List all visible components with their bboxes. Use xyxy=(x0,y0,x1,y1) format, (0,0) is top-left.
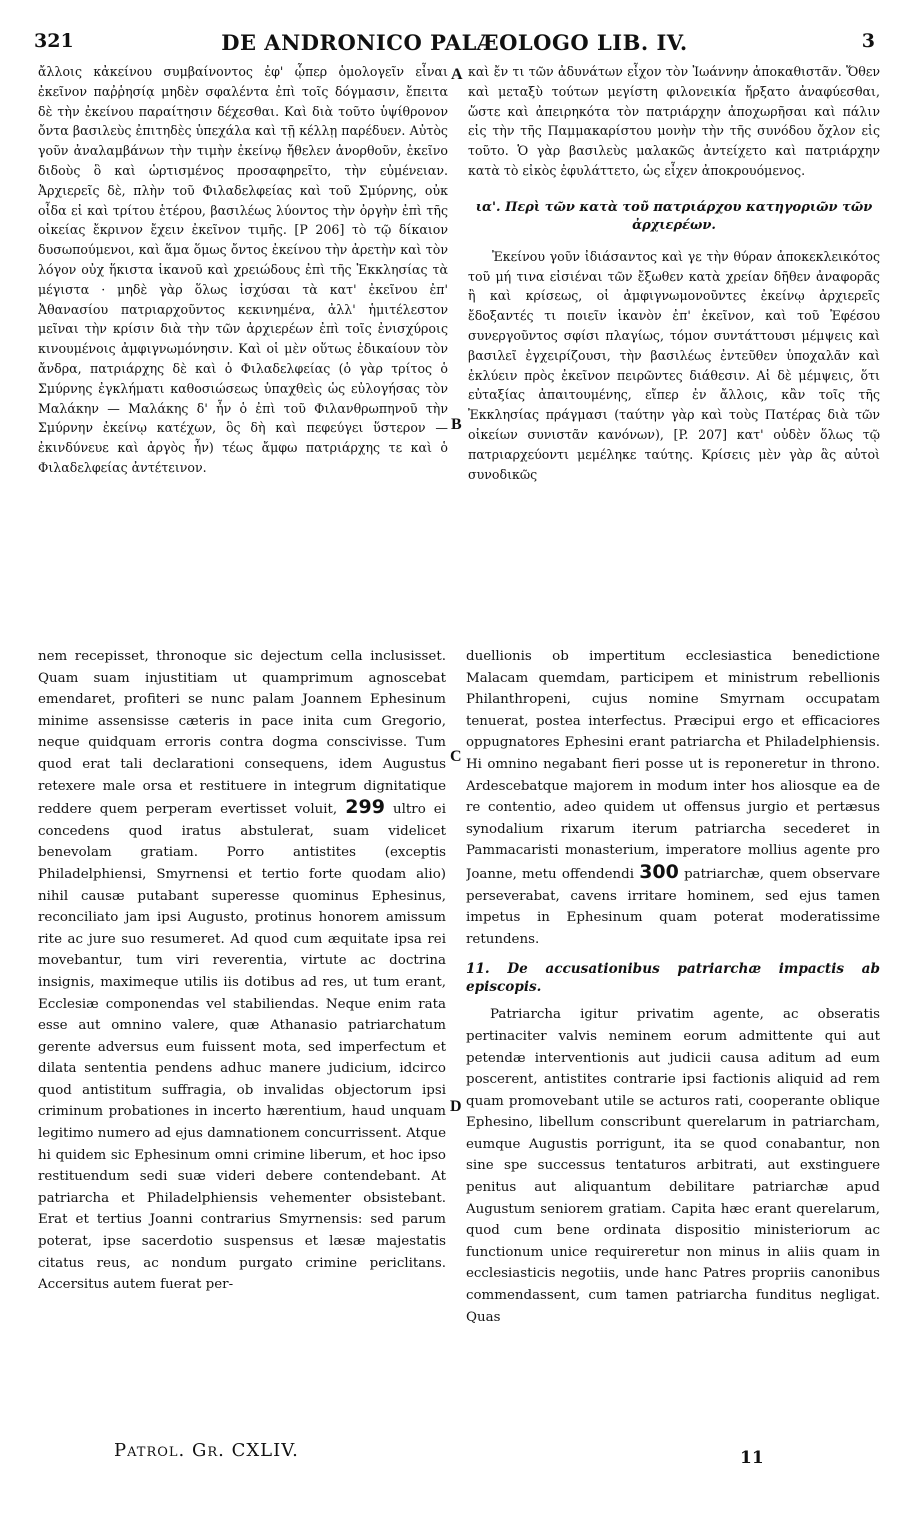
latin-left-text-b: ultro ei concedens quod iratus abstulerat, suam videlicet benevolam gratiam. Porro antistites (exceptis Philadelphiensi, Smyrnensi et tertio forte quodam alio) nihil causæ putabant superesse quominus Ephesinus, reconciliato jam ipsi Augusto, protinus honorem amissum rite ac jure suo resumeret. Ad quod cum æquitate ipsa rei movebantur, tum viri reverentia, virtute ac doctrina insignis, maximeque utilis iis dotibus ad res, ut tum erant, Ecclesiæ componendas vel stabiliendas. Neque enim rata esse aut omnino valere, quæ Athanasio patriarchatum gerente adversus eum fuissent mota, sed imperfectum et dilata sententia pendens adhuc manere judicium, idcirco quod antistitum suffragia, ob invalidas objectorum ipsi criminum probationes in incerto hærentium, haud unquam legitimo numero ad ejus damnationem concurrissent. Atque hi quidem sic Ephesinum omni crimine liberum, et hoc ipso restituendum sedi suæ videri debere contendebant. At patriarcha et Philadelphiensis vehementer obsistebant. Erat et tertius Joanni contrarius Smyrnensis: sed parum poterat, ipse sacerdotio suspensus et læsæ majestatis citatus reus, ac nondum purgato crimine periclitans. Accersitus autem fuerat per- xyxy=(38,802,446,1293)
latin-section-title: 11. De accusationibus patriarchæ impactis ab episcopis. xyxy=(466,961,880,996)
gathering-number: 11 xyxy=(740,1448,764,1468)
latin-right-text-a: duellionis ob impertitum ecclesiastica benedictione Malacam quemdam, participem et ministrum rebellionis Philanthropeni, cujus nomine Smyrnam occupatam tenuerat, postea interfectus. Præcipui ergo et efficaciores oppugnatores Ephesini erant patriarcha et Philadelphiensis. Hi omnino negabant fieri posse ut is reponeretur in throno. Ardescebatque majorem in modum inter hos aliosque ea de re contentio, adeo quidem ut offensus jurgio et pertæsus synodalium rixarum iterum patriarcha secederet in Pammacaristi monasterium, imperatore mollius agente pro Joanne, metu offendendi xyxy=(466,649,880,882)
greek-left-paragraph: ἄλλοις κἀκείνου συμβαίνοντος ἐφ' ᾧπερ ὁμολογεῖν εἶναι ἐκεῖνον παῤῥησίᾳ μηδὲν σφαλέντα ἐπὶ τοῖς δόγμασιν, ἔπειτα δὲ τὴν ἐκείνου παραίτησιν δέχεσθαι. Καὶ διὰ τοῦτο ὑψίθρονον ὄντα βασιλεὺς ἐπιτηδὲς ὑπεχάλα καὶ τῇ κέλλῃ παρέδυεν. Αὐτὸς γοῦν ἀναλαμβάνων τὴν τιμὴν ἐκείνῳ ἤθελεν ἀνορθοῦν, ἐκεῖνο διδοὺς ὃ καὶ ὡρτισμένος προσαφηρεῖτο, τὴν εὐμένειαν. Ἀρχιερεῖς δὲ, πλὴν τοῦ Φιλαδελφείας καὶ τοῦ Σμύρνης, οὐκ οἶδα εἰ καὶ τρίτου ἑτέρου, βασιλέως λύοντος τὴν ὀργὴν ἐπὶ τῆς οἰκείας ἔκρινον ἔχειν ἐκεῖνον τιμῆς. [P 206] τὸ τῷ δίκαιον δυσωπούμενοι, καὶ ἅμα ὅμως ὄντος ἐκείνου τὴν ἀρετὴν καὶ τὸν λόγον οὐχ ἥκιστα ἱκανοῦ καὶ χρειώδους ἐπὶ τῆς Ἐκκλησίας τὰ μέγιστα · μηδὲ γὰρ ὅλως ἰσχύσαι τὰ κατ' ἐκεῖνου ἐπ' Ἀθανασίου πατριαρχοῦντος κεκινημένα, ἀλλ' ἡμιτέλεστον μεῖναι τὴν κρίσιν διὰ τὴν τῶν ἀρχιερέων ἐπὶ τοῖς ἐνισχύροις κινουμένοις ἀμφιγνωμόνησιν. Καὶ οἱ μὲν οὕτως ἐδικαίουν τὸν ἄνδρα, πατριάρχης δὲ καὶ ὁ Φιλαδελφείας (ὁ γὰρ τρίτος ὁ Σμύρνης ἐγκλήματι καθοσιώσεως ὑπαχθεὶς ὡς εὐλογήσας τὸν Μαλάκην — Μαλάκης δ' ἦν ὁ ἐπὶ τοῦ Φιλανθρωπηνοῦ τὴν Σμύρνην ἐκείνῳ κατέχων, ὃς δὴ καὶ πεφεύγει ὕστερον — ἐκινδύνευε καὶ ἀργὸς ἦν) τέως ἄμφω πατριάρχης τε καὶ ὁ Φιλαδελφείας ἀντέτεινον. xyxy=(38,64,448,475)
latin-left-paragraph xyxy=(38,646,446,1296)
page-number-left: 321 xyxy=(34,30,74,52)
greek-column-left xyxy=(38,62,448,622)
page-footer xyxy=(0,1440,909,1480)
running-header xyxy=(34,30,875,60)
running-title: DE ANDRONICO PALÆOLOGO LIB. IV. xyxy=(221,30,688,55)
greek-column-right xyxy=(468,62,880,622)
margin-letter-d: D xyxy=(450,1098,462,1115)
latin-right-text-b: patriarchæ, quem observare perseverabat, cavens irritare hominem, sed ejus tamen impetus in Ephesinum quam poterat moderatissime retundens. xyxy=(466,866,880,947)
margin-letter-c: C xyxy=(450,748,462,765)
greek-right-paragraph-2: Ἐκείνου γοῦν ἰδιάσαντος καὶ γε τὴν θύραν ἀποκεκλεικότος τοῦ μή τινα εἰσιέναι τῶν ἔξωθεν κατὰ χρείαν δῆθεν ἀναφορᾶς ἢ καὶ κρίσεως, οἱ ἀμφιγνωμονοῦντες ἐκείνῳ ἀρχιερεῖς ἔδοξαντές τι ποιεῖν ἱκανὸν ἐπ' ἐκεῖνον, καὶ τοῦ Ἐφέσου συνεργοῦντος σφίσι πλαγίως, τόμον συντάττουσι μέμψεις καὶ βασιλεῖ ἐγχειρίζουσι, τὴν βασιλέως ἐντεῦθεν ὑποχαλᾶν καὶ ἐκλύειν πρὸς ἐκεῖνον πειρῶντες διάθεσιν. Αἱ δὲ μέμψεις, ὅτι εὐταξίας ἀπαιτουμένης, εἴπερ ἐν ἄλλοις, κἂν τοῖς τῆς Ἐκκλησίας πράγμασι (ταύτην γὰρ καὶ τοὺς Πατέρας διὰ τῶν οἰκείων συνιστᾶν κανόνων), [P. 207] κατ' οὐδὲν ὅλως τῷ πατριαρχεύοντι μεμέληκε ταύτης. Κρίσεις μὲν γὰρ ἃς αὐτοὶ συνοδικῶς xyxy=(468,248,880,482)
margin-letter-a: A xyxy=(451,66,463,83)
greek-section-title: ια'. Περὶ τῶν κατὰ τοῦ πατριάρχου κατηγοριῶν τῶν ἀρχιερέων. xyxy=(475,199,873,233)
signature-mark: Patrol. Gr. CXLIV. xyxy=(114,1440,299,1461)
latin-right-paragraph-1 xyxy=(466,646,880,950)
latin-column-left xyxy=(38,646,446,1436)
latin-column-right xyxy=(466,646,880,1436)
margin-letter-b: B xyxy=(451,416,462,433)
column-number-299: 299 xyxy=(345,796,385,819)
column-number-300: 300 xyxy=(639,860,679,883)
latin-right-paragraph-2: Patriarcha igitur privatim agente, ac obseratis pertinaciter valvis neminem eorum admittente qui aut petendæ interventionis aut judicii causa aditum ad eum poscerent, antistites contrarie ipsi factionis aliquid ad rem quam promovebant utile se acturos rati, cooperante oblique Ephesino, libellum conscribunt querelarum in patriarcham, eumque Augustis porrigunt, ita se quod conabantur, non sine spe successus tentaturos arbitrati, aut exstinguere penitus aut aliquantum debilitare patriarchæ apud Augustum seniorem gratiam. Capita hæc erant querelarum, quod cum bene ordinata dispositio ministeriorum ac functionum unice requireretur non minus in aliis quam in ecclesiasticis negotiis, unde hanc Patres propriis canonibus commendassent, cum tamen patriarcha funditus negligat. Quas xyxy=(466,1007,880,1325)
latin-left-text-a: nem recepisset, thronoque sic dejectum cella inclusisset. Quam suam injustitiam ut quamprimum agnoscebat emendaret, profiteri se nunc palam Joannem Ephesinum minime assensisse cæteris in pace inita cum Gregorio, neque quidquam erroris contra dogma conscivisse. Tum quod erat tali declarationi consequens, idem Augustus retexere male orsa et restituere in integrum dignitatique reddere quem perperam evertisset voluit, xyxy=(38,649,446,818)
page-number-right: 3 xyxy=(861,30,875,52)
greek-right-paragraph-1: καὶ ἔν τι τῶν ἀδυνάτων εἶχον τὸν Ἰωάννην ἀποκαθιστᾶν. Ὅθεν καὶ μεταξὺ τούτων μεγίστη φιλονεικία ἤρξατο ἀναφύεσθαι, ὥστε καὶ ἀπειρηκότα τὸν πατριάρχην ἀποχωρῆσαι καὶ πάλιν εἰς τὴν τῆς Παμμακαρίστου μονὴν τὴν τῆς συνόδου ὄχλον εἰς τοῦτο. Ὁ γὰρ βασιλεὺς μαλακῶς ἀντείχετο καὶ πατριάρχην κατὰ τὸ εἰκὸς ἐφυλάττετο, ὡς εἶχεν ἀποκρουόμενος. xyxy=(468,64,880,178)
